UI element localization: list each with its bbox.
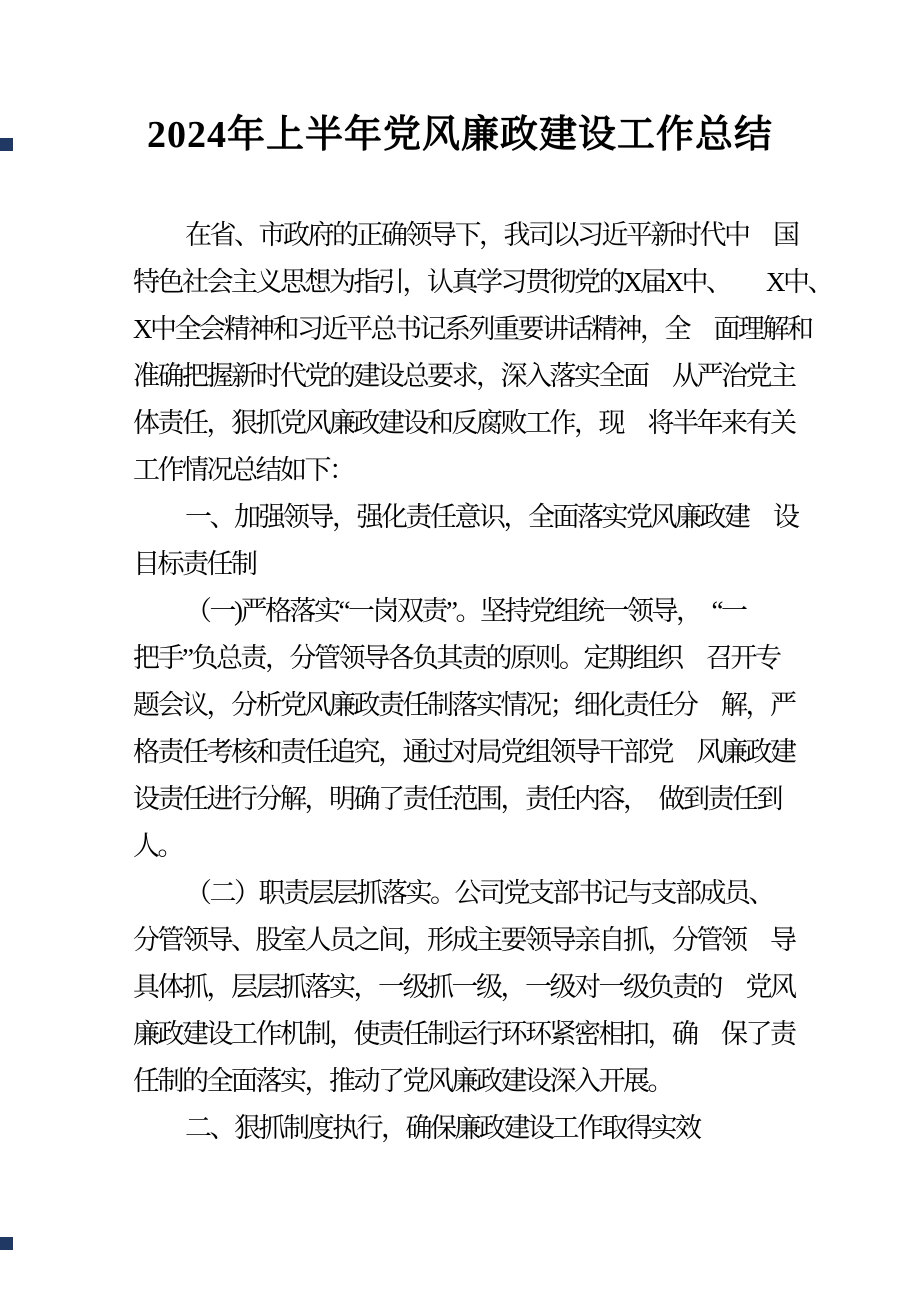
document-body: [133, 212, 832, 1152]
text-line: 人。: [133, 831, 182, 861]
selection-anchor-bottom-icon: [0, 1237, 13, 1250]
text-line: 目标责任制: [133, 549, 256, 579]
text-line: 特色社会主义思想为指引，认真学习贯彻党的X届X中、 X中、: [133, 267, 832, 297]
text-line: 一、加强领导，强化责任意识，全面落实党风廉政建 设: [185, 502, 798, 532]
text-line: 体责任，狠抓党风廉政建设和反腐败工作，现 将半年来有关: [133, 408, 795, 438]
text-line: 分管领导、股室人员之间，形成主要领导亲自抓，分管领 导: [133, 925, 795, 955]
text-line: 二、狠抓制度执行，确保廉政建设工作取得实效: [185, 1113, 700, 1143]
text-line: 题会议，分析党风廉政责任制落实情况；细化责任分 解，严: [133, 690, 795, 720]
text-line: 准确把握新时代党的建设总要求，深入落实全面 从严治党主: [133, 361, 795, 391]
text-line: 把手”负总责，分管领导各负其责的原则。定期组织 召开专: [133, 643, 780, 673]
text-line: （二）职责层层抓落实。公司党支部书记与支部成员、: [185, 878, 773, 908]
text-line: X中全会精神和习近平总书记系列重要讲话精神，全 面理解和: [133, 314, 812, 344]
document-title: 2024年上半年党风廉政建设工作总结: [146, 114, 773, 156]
text-line: 任制的全面落实，推动了党风廉政建设深入开展。: [133, 1066, 672, 1096]
text-line: 工作情况总结如下：: [133, 455, 354, 485]
text-line: 格责任考核和责任追究，通过对局党组领导干部党 风廉政建: [133, 737, 795, 767]
text-line: 廉政建设工作机制，使责任制运行环环紧密相扣，确 保了责: [133, 1019, 795, 1049]
text-line: 具体抓，层层抓落实，一级抓一级，一级对一级负责的 党风: [133, 972, 795, 1002]
text-line: 在省、市政府的正确领导下，我司以习近平新时代中 国: [185, 220, 798, 250]
text-line: 设责任进行分解，明确了责任范围，责任内容， 做到责任到: [133, 784, 781, 814]
text-line: （一)严格落实“一岗双责”。坚持党组统一领导， “一: [185, 596, 746, 626]
